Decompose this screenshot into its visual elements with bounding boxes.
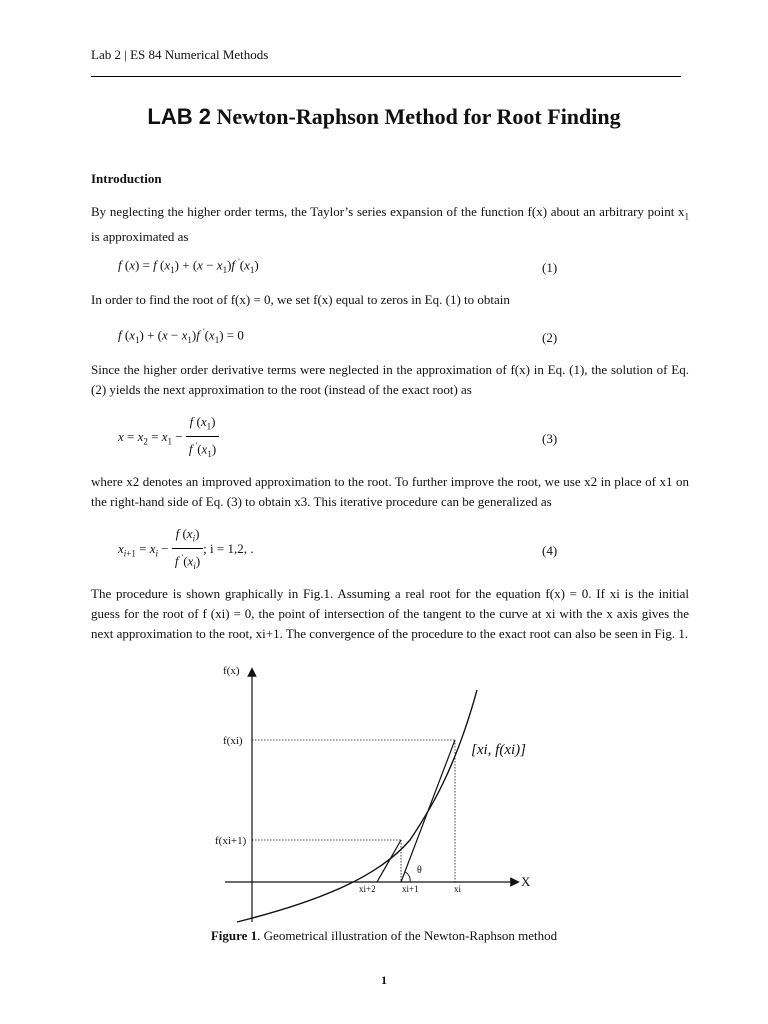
title-lab-number: LAB 2 — [147, 104, 211, 129]
equation-3-number: (3) — [542, 431, 558, 446]
point-label: [xi, f(xi)] — [471, 742, 526, 758]
paragraph-1-text: By neglecting the higher order terms, the Taylor’s series expansion of the function f(x) about an arbitrary point x — [91, 204, 685, 219]
theta-label: θ — [417, 865, 422, 876]
page-title — [0, 104, 768, 130]
paragraph-1-tail: is approximated as — [91, 228, 189, 244]
tangent-at-xi — [401, 740, 455, 882]
newton-raphson-figure — [205, 660, 545, 925]
x-axis-label: X — [521, 874, 531, 889]
caption-label: Figure 1 — [210, 928, 258, 943]
header-rule — [91, 76, 681, 77]
fxi-label: f(xi) — [223, 735, 243, 747]
fxi1-label: f(xi+1) — [215, 835, 247, 847]
paragraph-4: where x2 denotes an improved approximation to the root. To further improve the root, we use x2 in place of x1 on the right-hand side of Eq. (3) to obtain x3. This iterative procedure can be generalized as — [91, 474, 689, 509]
equation-2-number: (2) — [542, 330, 558, 345]
equation-3-fraction: $\frac{f (x_1)}{f '(x_1)}$ — [186, 413, 219, 463]
xi2-label: xi+2 — [359, 884, 376, 894]
equation-1-number: (1) — [542, 260, 558, 275]
page-header: Lab 2 | ES 84 Numerical Methods — [91, 47, 269, 62]
section-heading: Introduction — [91, 171, 162, 186]
equation-4-number: (4) — [542, 543, 558, 558]
equation-4-tail: ; i = 1,2, . — [203, 540, 254, 556]
xi1-label: xi+1 — [402, 884, 419, 894]
figure-caption — [0, 928, 768, 944]
title-text: Newton-Raphson Method for Root Finding — [216, 104, 621, 129]
caption-text: . Geometrical illustration of the Newton-Raphson method — [257, 928, 558, 943]
theta-arc — [405, 872, 410, 882]
paragraph-2: In order to find the root of f(x) = 0, we set f(x) equal to zeros in Eq. (1) to obtain — [91, 292, 510, 307]
paragraph-1 — [91, 202, 689, 247]
y-axis-label: f(x) — [223, 665, 240, 677]
function-curve — [237, 690, 477, 922]
equation-4-fraction: $\frac{f (x_i)}{f '(x_i)}$ — [172, 525, 203, 575]
equation-3: $x = x_2 = x_1$ − $\frac{f (x_1)}{f '(x_1)}$ — [118, 413, 219, 463]
equation-4: $x_{i+1} = x_i$ − $\frac{f (x_i)}{f '(x_i)}$ ; i = 1,2, . — [118, 525, 253, 575]
paragraph-1-subscript: 1 — [684, 211, 689, 222]
paragraph-3: Since the higher order derivative terms were neglected in the approximation of f(x) in Eq. (1), the solution of Eq. (2) yields the next approximation to the root (instead of the exact root) as — [91, 362, 689, 397]
equation-2: f $(x_1) + (x - x_1)f$ $'(x_1) = 0$ — [118, 327, 244, 345]
xi-label: xi — [454, 884, 462, 894]
equation-1: f (x) = f $(x_1) + (x - x_1)f$ $'(x_1)$ — [118, 257, 259, 275]
paragraph-5: The procedure is shown graphically in Fig.1. Assuming a real root for the equation f(x) = 0. If xi is the initial guess for the root of f (xi) = 0, the point of intersection of the tangent to the curve at xi with the x axis gives the next approximation to the root, xi+1. The convergence of the procedure to the exact root can also be seen in Fig. 1. — [91, 586, 689, 641]
page-number: 1 — [381, 973, 387, 987]
tangent-at-xi1 — [377, 840, 401, 882]
